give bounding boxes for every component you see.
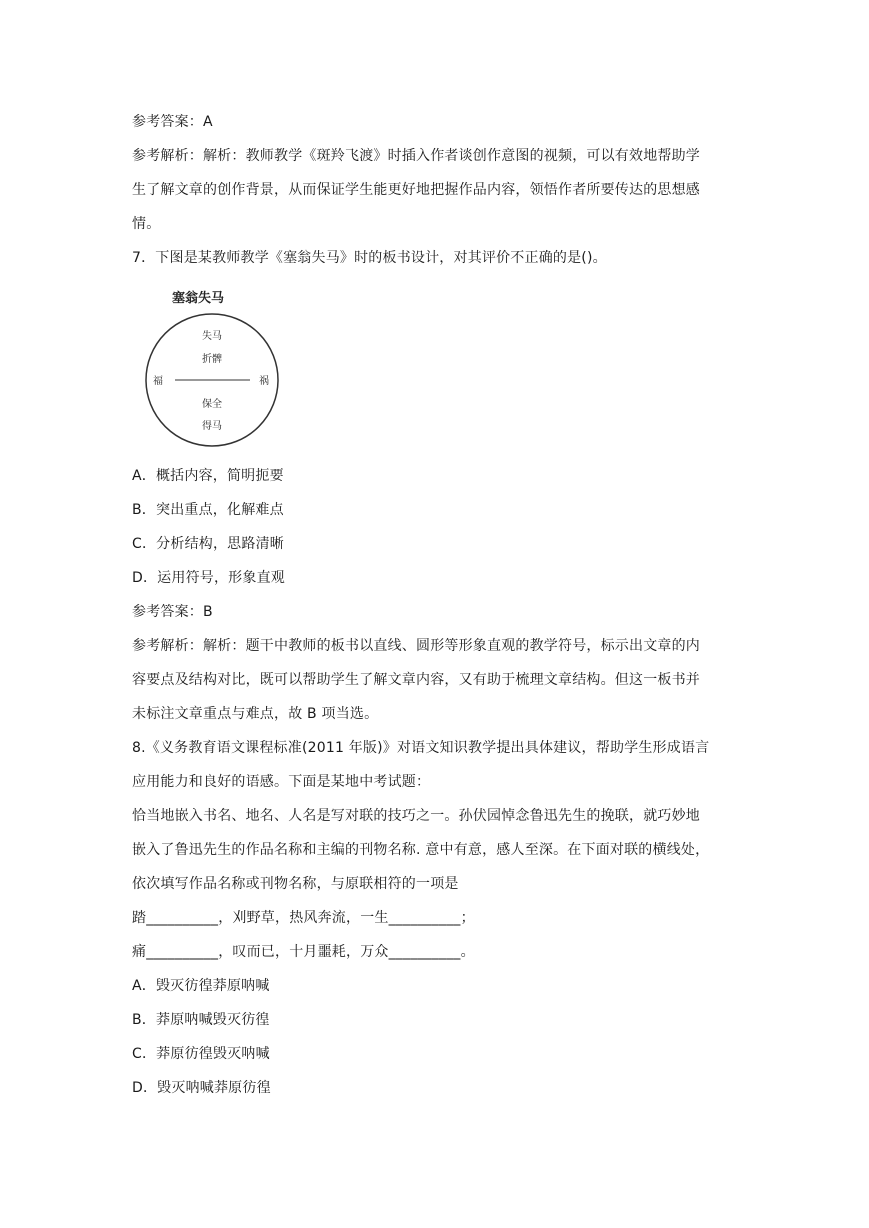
- question-8-body-1: 恰当地嵌入书名、地名、人名是写对联的技巧之一。孙伏园悼念鲁迅先生的挽联，就巧妙地: [132, 808, 700, 824]
- couplet-line-2: 痛__________，叹而已，十月噩耗，万众__________。: [132, 944, 475, 960]
- line-answer-6: 参考答案：A: [132, 114, 213, 130]
- blackboard-diagram: [140, 287, 290, 455]
- option-8-d: D．毁灭呐喊莽原彷徨: [132, 1080, 271, 1096]
- line-answer-7: 参考答案：B: [132, 604, 213, 620]
- option-7-a: A．概括内容，简明扼要: [132, 468, 284, 484]
- diagram-title: 塞翁失马: [171, 291, 225, 306]
- option-8-c: C．莽原彷徨毁灭呐喊: [132, 1046, 270, 1062]
- option-7-d: D．运用符号，形象直观: [132, 570, 285, 586]
- option-7-b: B．突出重点，化解难点: [132, 502, 284, 518]
- diagram-upper-1: 失马: [202, 331, 222, 342]
- question-8-stem-1: 8.《义务教育语文课程标准(2011 年版)》对语文知识教学提出具体建议，帮助学生形成语言: [132, 740, 710, 756]
- diagram-lower-1: 保全: [202, 399, 222, 410]
- line-analysis-7-2: 容要点及结构对比，既可以帮助学生了解文章内容，又有助于梳理文章结构。但这一板书并: [132, 672, 700, 688]
- option-8-b: B．莽原呐喊毁灭彷徨: [132, 1012, 270, 1028]
- line-analysis-7-1: 参考解析：解析：题干中教师的板书以直线、圆形等形象直观的教学符号，标示出文章的内: [132, 638, 700, 654]
- line-analysis-7-3: 未标注文章重点与难点，故 B 项当选。: [132, 706, 379, 722]
- question-7-stem: 7．下图是某教师教学《塞翁失马》时的板书设计，对其评价不正确的是()。: [132, 250, 607, 266]
- option-8-a: A．毁灭彷徨莽原呐喊: [132, 978, 270, 994]
- couplet-line-1: 踏__________，刈野草，热风奔流，一生__________；: [132, 910, 475, 926]
- diagram-right-label: 祸: [259, 376, 269, 387]
- line-analysis-6-3: 情。: [132, 216, 161, 232]
- diagram-left-label: 福: [153, 376, 163, 387]
- line-analysis-6-2: 生了解文章的创作背景，从而保证学生能更好地把握作品内容，领悟作者所要传达的思想感: [132, 182, 700, 198]
- option-7-c: C．分析结构，思路清晰: [132, 536, 284, 552]
- question-8-body-2: 嵌入了鲁迅先生的作品名称和主编的刊物名称. 意中有意，感人至深。在下面对联的横线处，: [132, 842, 710, 858]
- line-analysis-6-1: 参考解析：解析：教师教学《斑羚飞渡》时插入作者谈创作意图的视频，可以有效地帮助学: [132, 148, 700, 164]
- diagram-lower-2: 得马: [202, 421, 222, 432]
- diagram-upper-2: 折髀: [202, 354, 222, 365]
- question-8-body-3: 依次填写作品名称或刊物名称，与原联相符的一项是: [132, 876, 459, 892]
- question-8-stem-2: 应用能力和良好的语感。下面是某地中考试题：: [132, 774, 431, 790]
